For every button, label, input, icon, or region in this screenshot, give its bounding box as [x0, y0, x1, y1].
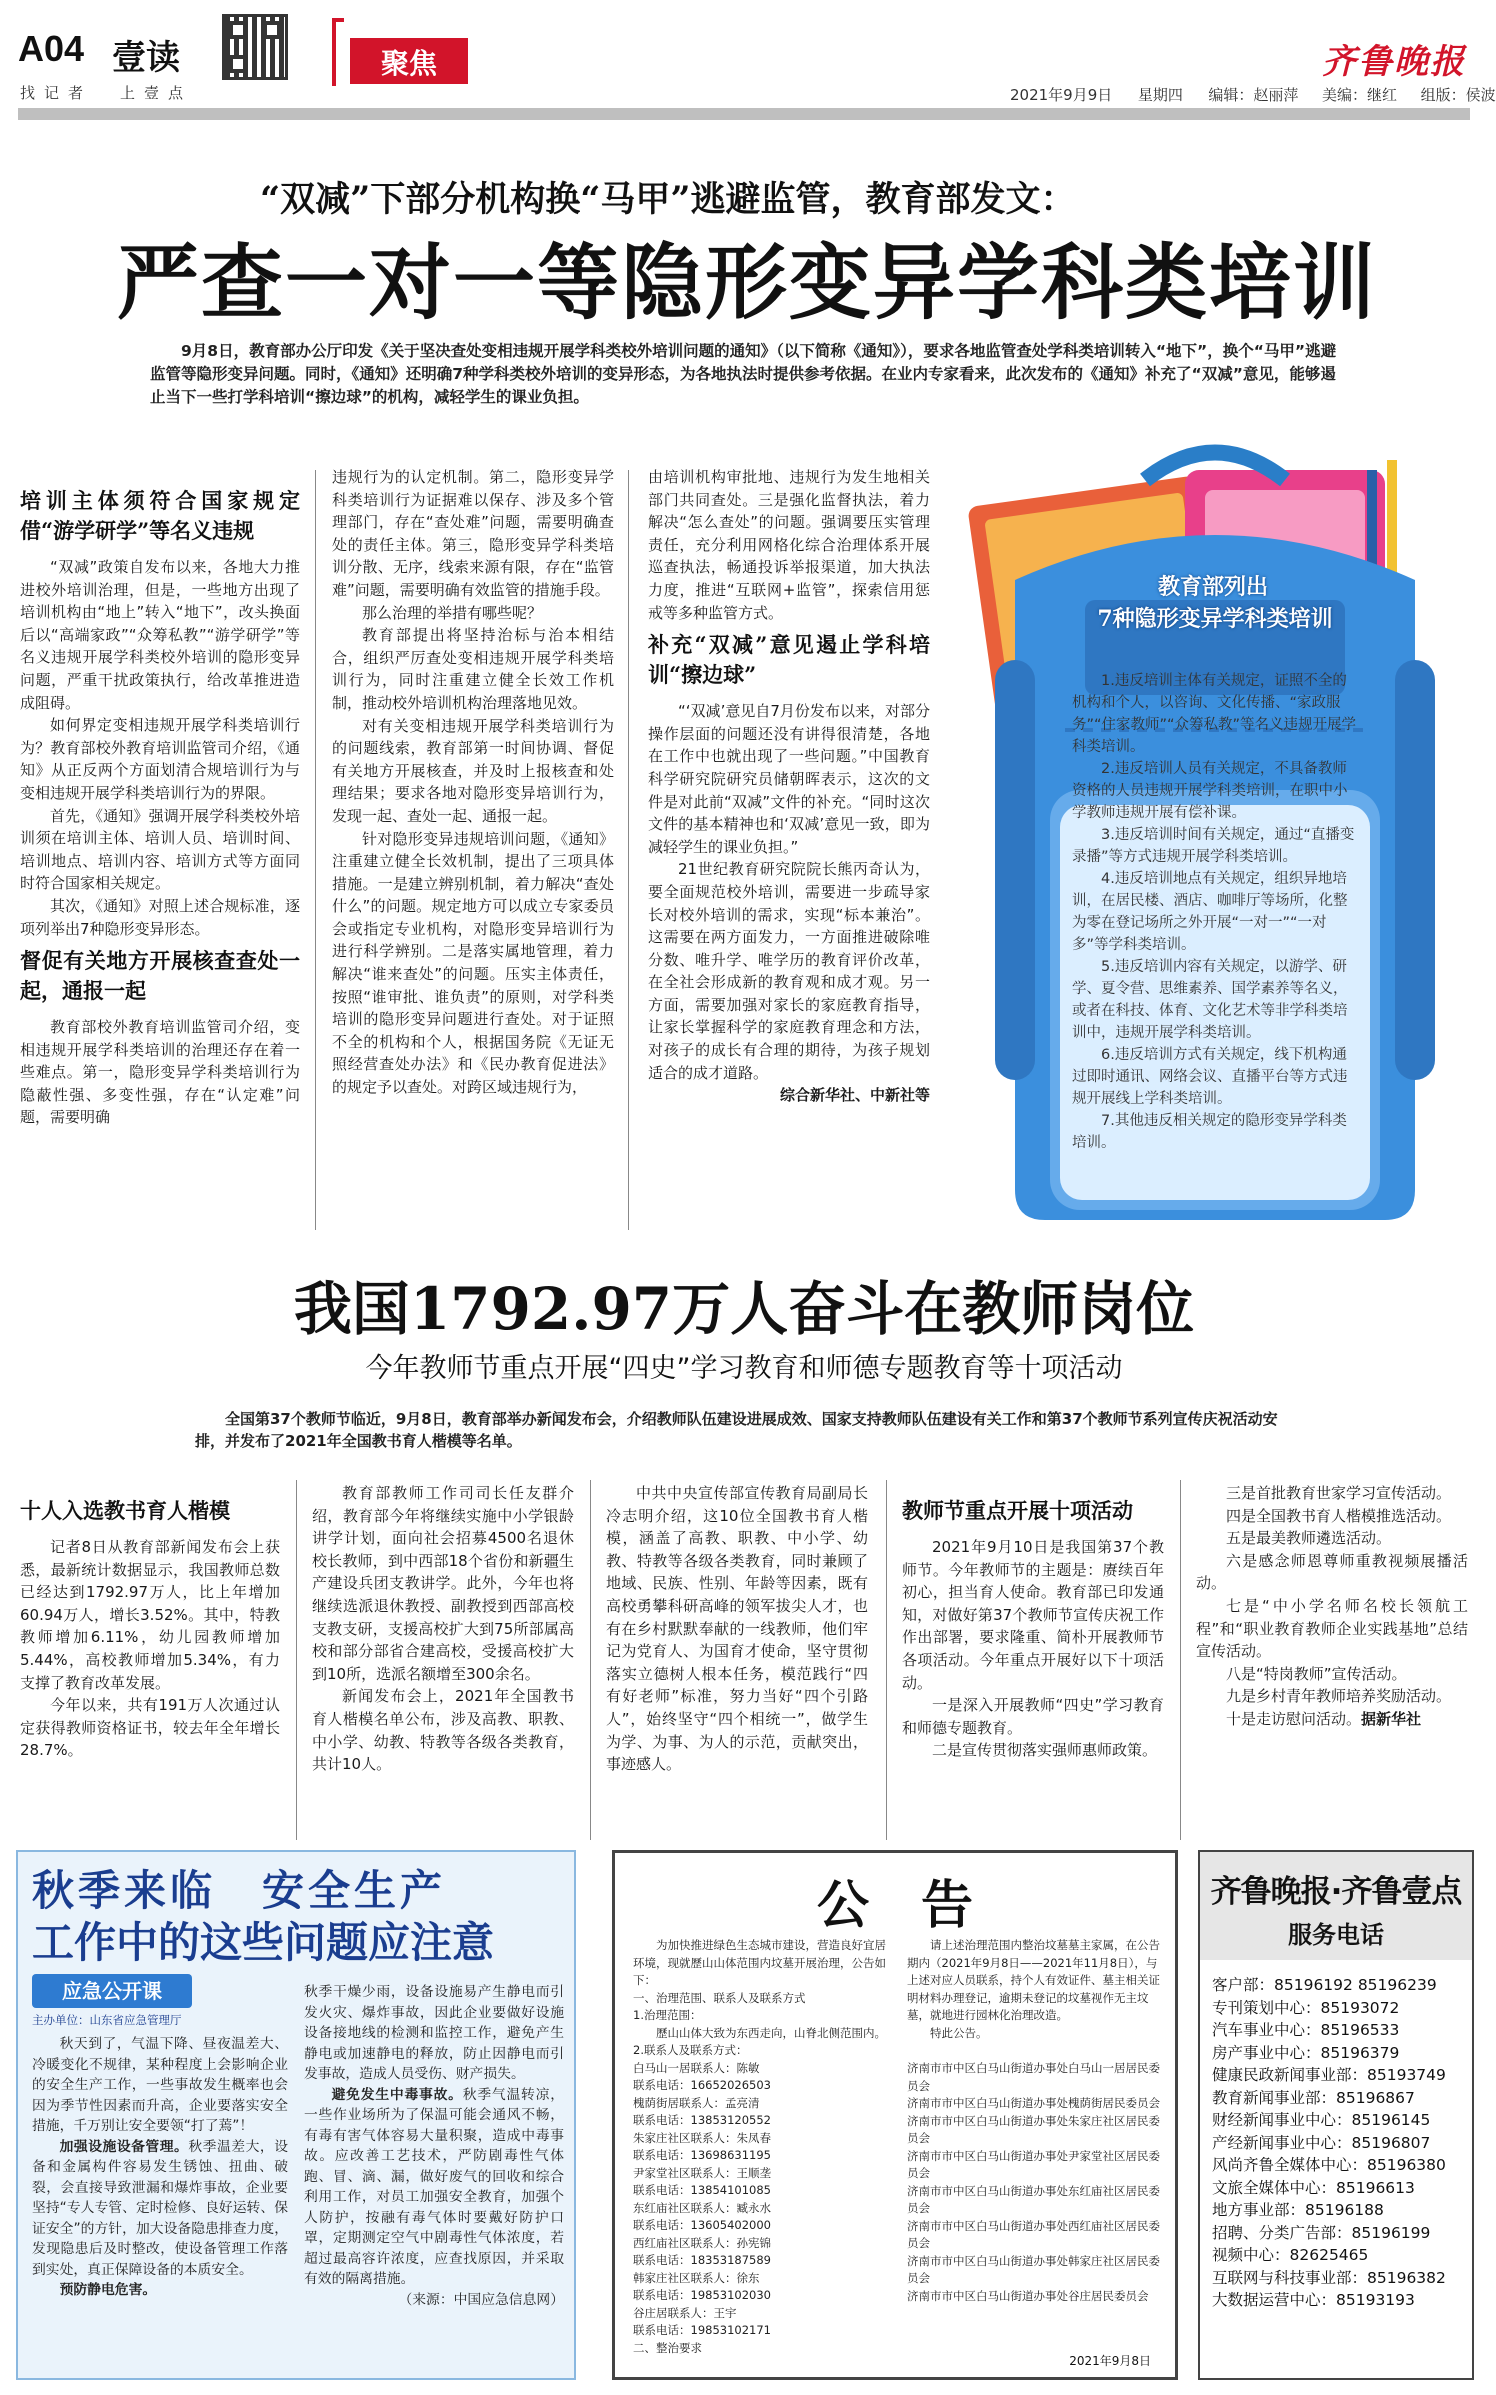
article2-column-2 [312, 1482, 574, 1776]
notice-line: 槐荫街居联系人：孟亮清 [633, 2095, 760, 2110]
proof-credit: 组版：侯波 [1420, 86, 1496, 104]
notice-line: 为加快推进绿色生态城市建设，营造良好宜居环境，现就歷山山体范围内坟墓开展治理，公告如下： [633, 1938, 886, 1987]
notice-line: 请上述治理范围内整治坟墓墓主家属，在公告期内（2021年9月8日——2021年11月8日），与上述对应人员联系，持个人有效证件、墓主相关证明材料办理登记，逾期未登记的坟墓视作无主坟墓，就地进行园林化治理改造。 [907, 1938, 1160, 2022]
notice-right-column [907, 1937, 1163, 2305]
list-item: 1.违反培训主体有关规定，证照不全的机构和个人，以咨询、文化传播、“家政服务”“住家教师”“众筹私教”等名义违规开展学科类培训。 [1072, 673, 1357, 755]
list-item: 3.违反培训时间有关规定，通过“直播变录播”等方式违规开展学科类培训。 [1072, 827, 1355, 865]
notice-line: 济南市市中区白马山街道办事处东红庙社区居民委员会 [907, 2183, 1160, 2215]
paragraph: 秋天到了，气温下降、昼夜温差大、冷暖变化不规律，某种程度上会影响企业的安全生产工作，一些事故发生概率也会因为季节性因素而升高，企业要落实安全措施，千万别让安全要领“打了蔫”！ [32, 2036, 288, 2134]
notice-line: 特此公告。 [930, 2025, 988, 2040]
article1-kicker: “双减”下部分机构换“马甲”逃避监管，教育部发文： [260, 179, 1076, 220]
notice-line: 联系电话：13854101085 [633, 2183, 771, 2197]
header-meta [1010, 84, 1496, 105]
paragraph: 秋季干燥少雨，设备设施易产生静电而引发火灾、爆炸事故，因此企业要做好设施设备接地线的检测和监控工作，避免产生静电或加速静电的释放，防止因静电而引发事故，造成人员受伤、财产损失。 [304, 1984, 564, 2082]
notice-line: 济南市市中区白马山街道办事处尹家堂社区居民委员会 [907, 2148, 1160, 2180]
service-row: 客户部：85196192 85196239 [1212, 1976, 1437, 1994]
notice-line: 济南市市中区白马山街道办事处谷庄居民委员会 [907, 2288, 1149, 2303]
header-sub-left: 找记者 [20, 84, 93, 102]
paragraph: 七是“中小学名师名校长领航工程”和“职业教育教师企业实践基地”总结宣传活动。 [1196, 1596, 1468, 1661]
article2-headline: 我国1792.97万人奋斗在教师岗位 [293, 1275, 1195, 1343]
notice-line: 济南市市中区白马山街道办事处朱家庄社区居民委员会 [907, 2113, 1160, 2145]
notice-date: 2021年9月8日 [1069, 2354, 1151, 2368]
backpack-illustration [955, 430, 1475, 1230]
column-divider [315, 470, 316, 1230]
list-item: 十是走访慰问活动。 [1226, 1709, 1362, 1728]
paragraph: 九是乡村青年教师培养奖励活动。 [1226, 1687, 1452, 1706]
service-row: 健康民政新闻事业部：85193749 [1212, 2066, 1446, 2084]
paragraph: 针对隐形变异违规培训问题，《通知》注重建立健全长效机制，提出了三项具体措施。一是建立辨别机制，着力解决“查处什么”的问题。规定地方可以成立专家委员会或指定专业机构，对隐形变异培训行为进行科学辨别。二是落实属地管理，着力解决“谁来查处”的问题。压实主体责任，按照“谁审批、谁负责”的原则，对学科类培训的隐形变异问题进行查处。对于证照不全的机构和个人，根据国务院《无证无照经营查处办法》和《民办教育促进法》的规定予以查处。对跨区域违规行为， [332, 829, 614, 1097]
service-row: 互联网与科技事业部：85196382 [1212, 2268, 1446, 2287]
paragraph: 三是首批教育世家学习宣传活动。 [1226, 1484, 1452, 1502]
paragraph: 今年以来，共有191万人次通过认定获得教师资格证书，较去年全年增长28.7%。 [20, 1696, 280, 1760]
paragraph: 二是宣传贯彻落实强师惠师政策。 [932, 1741, 1158, 1760]
section-name: 壹读 [112, 38, 180, 78]
notice-line: 2.联系人及联系方式： [633, 2043, 748, 2057]
safety-badge-label: 应急公开课 [62, 1979, 162, 2003]
article2-source: 据新华社 [1361, 1709, 1422, 1728]
paragraph: 四是全国教书育人楷模推选活动。 [1226, 1506, 1452, 1525]
notice-line: 谷庄居联系人：王宇 [633, 2305, 737, 2320]
safety-text: 秋季气温转凉，一些作业场所为了保温可能会通风不畅，有毒有害气体容易大量积聚，造成中毒事故。应改善工艺技术，严防剧毒性气体跑、冒、滴、漏，做好废气的回收和综合利用工作，对员工加强安全教育，加强个人防护，按融有毒气体时要戴好防护口罩，定期测定空气中剧毒性气体浓度，若超过最高容许浓度，应查找原因，并采取有效的隔离措施。 [304, 2086, 565, 2287]
safety-heading: 预防静电危害。 [59, 2282, 157, 2298]
notice-line: 朱家庄社区联系人：朱凤春 [633, 2130, 771, 2145]
service-row: 产经新闻事业中心：85196807 [1212, 2133, 1431, 2152]
notice-line: 尹家堂社区联系人：王顺垄 [633, 2165, 771, 2180]
paragraph [304, 2085, 564, 2290]
article2-lead: 全国第37个教师节临近，9月8日，教育部举办新闻发布会，介绍教师队伍建设进展成效、国家支持教师队伍建设有关工作和第37个教师节系列宣传庆祝活动安排，并发布了2021年全国教书育人楷模等名单。 [195, 1410, 1278, 1450]
focus-tag [332, 18, 487, 86]
column-divider [628, 470, 629, 1230]
safety-col-2 [304, 1982, 564, 2310]
article1-lead: 9月8日，教育部办公厅印发《关于坚决查处变相违规开展学科类校外培训问题的通知》（以下简称《通知》），要求各地监管查处学科类培训转入“地下”，换个“马甲”逃避监管等隐形变异问题。同时，《通知》还明确7种学科类校外培训的变异形态，为各地执法时提供参考依据。在业内专家看来，此次发布的《通知》补充了“双减”意见，能够遏止当下一些打学科培训“擦边球”的机构，减轻学生的课业负担。 [150, 342, 1337, 406]
notice-line: 一、治理范围、联系人及联系方式 [633, 1990, 806, 2005]
notice-line: 济南市市中区白马山街道办事处槐荫街居民委员会 [907, 2096, 1160, 2110]
service-row: 地方事业部：85196188 [1212, 2201, 1384, 2219]
paragraph: “‘双减’意见自7月份发布以来，对部分操作层面的问题还没有讲得很清楚，各地在工作中也就出现了一些问题。”中国教育科学研究院研究员储朝晖表示，这次的文件是对此前“双减”文件的补充。“同时这次文件的基本精神也和‘双减’意见一致，即为减轻学生的课业负担。” [648, 702, 930, 856]
service-row: 汽车事业中心：85196533 [1212, 2021, 1400, 2039]
paragraph: 六是感念师恩尊师重教视频展播活动。 [1196, 1551, 1468, 1593]
article1-column-1 [20, 480, 300, 1129]
list-item: 4.违反培训地点有关规定，组织异地培训，在居民楼、酒店、咖啡厅等场所，化整为零在登记场所之外开展“一对一”“一对多”等学科类培训。 [1072, 871, 1348, 953]
page-number: A04 [18, 28, 85, 69]
notice-line: 联系电话：18353187589 [633, 2253, 771, 2267]
service-row: 文旅全媒体中心：85196613 [1212, 2178, 1415, 2197]
notice-left-column [633, 1937, 891, 2357]
article1-column-3 [648, 466, 930, 1107]
column-divider [1180, 1480, 1181, 1840]
column-divider [886, 1480, 887, 1840]
paragraph: 五是最美教师遴选活动。 [1226, 1529, 1392, 1548]
column-divider [296, 1480, 297, 1840]
list-item: 7.其他违反相关规定的隐形变异学科类培训。 [1072, 1113, 1347, 1151]
safety-heading: 加强设施设备管理。 [59, 2138, 189, 2155]
paragraph: 一是深入开展教师“四史”学习教育和师德专题教育。 [902, 1696, 1164, 1737]
service-header [1200, 1852, 1472, 1960]
safety-source: （来源：中国应急信息网） [398, 2291, 564, 2308]
paragraph: 记者8日从教育部新闻发布会上获悉，最新统计数据显示，我国教师总数已经达到1792.97万人，比上年增加60.94万人，增长3.52%。其中，特教教师增加6.11%，幼儿园教师增加5.44%，高校教师增加5.34%，有力支撑了教育改革发展。 [20, 1538, 280, 1692]
list-item: 5.违反培训内容有关规定，以游学、研学、夏令营、思维素养、国学素养等名义，或者在科技、体育、文化艺术等非学科类培训中，违规开展学科类培训。 [1072, 959, 1348, 1041]
safety-heading: 避免发生中毒事故。 [331, 2086, 463, 2103]
notice-line: 联系电话：13853120552 [633, 2113, 771, 2127]
notice-line: 联系电话：13605402000 [633, 2218, 771, 2232]
service-row: 专刊策划中心：85193072 [1212, 1998, 1400, 2017]
safety-title-1: 秋季来临 安全生产 [32, 1866, 447, 1915]
service-subtitle: 服务电话 [1288, 1921, 1384, 1949]
notice-line: 东红庙社区联系人：臧永水 [633, 2200, 771, 2215]
list-item: 6.违反培训方式有关规定，线下机构通过即时通讯、网络会议、直播平台等方式违规开展线上学科类培训。 [1072, 1047, 1348, 1107]
paragraph: 21世纪教育研究院院长熊丙奇认为，要全面规范校外培训，需要进一步疏导家长对校外培训的需求，实现“标本兼治”。这需要在两方面发力，一方面推进破除唯分数、唯升学、唯学历的教育评价改革，在全社会形成新的教育观和成才观。另一方面，需要加强对家长的家庭教育指导，让家长掌握科学的家庭教育理念和方法，对孩子的成长有合理的期待，为孩子规划适合的成才道路。 [648, 860, 930, 1082]
paragraph [32, 2137, 288, 2281]
article2-subhead-1: 十人入选教书育人楷模 [20, 1498, 230, 1523]
service-title: 齐鲁晚报·齐鲁壹点 [1210, 1874, 1462, 1910]
paragraph: 如何界定变相违规开展学科类培训行为？教育部校外教育培训监管司介绍，《通知》从正反两个方面划清合规培训行为与变相违规开展学科类培训行为的界限。 [20, 716, 300, 802]
safety-ad [16, 1850, 576, 2380]
article2-column-5 [1196, 1482, 1468, 1731]
service-row: 教育新闻事业部：85196867 [1212, 2088, 1415, 2107]
service-row: 招聘、分类广告部：85196199 [1212, 2223, 1431, 2242]
page-header [0, 0, 1496, 125]
notice-line: 联系电话：16652026503 [633, 2078, 771, 2092]
article1-column-2 [332, 466, 614, 1099]
issue-weekday: 星期四 [1137, 86, 1183, 104]
masthead-logo: 齐鲁晚报 [1322, 42, 1466, 82]
paragraph: 违规行为的认定机制。第二，隐形变异学科类培训行为证据难以保存、涉及多个管理部门，存在“查处难”问题，需要明确查处的责任主体。第三，隐形变异学科类培训分散、无序，线索来源有限，存在“监管难”问题，需要明确有效监管的措施手段。 [332, 468, 614, 599]
paragraph: 那么治理的举措有哪些呢？ [362, 603, 543, 622]
backpack-title-2: 7种隐形变异学科类培训 [1097, 606, 1333, 632]
notice-line: 济南市市中区白马山街道办事处西红庙社区居民委员会 [907, 2218, 1160, 2250]
notice-line: 二、整治要求 [633, 2340, 702, 2355]
paragraph [1196, 1708, 1468, 1731]
safety-host: 主办单位：山东省应急管理厅 [32, 2013, 182, 2027]
article1-source: 综合新华社、中新社等 [779, 1086, 930, 1105]
backpack-list [1072, 670, 1360, 1154]
qr-code-icon[interactable] [222, 14, 288, 80]
list-item: 2.违反培训人员有关规定，不具备教师资格的人员违规开展学科类培训，在职中小学教师违规开展有偿补课。 [1072, 761, 1348, 821]
service-row: 房产事业中心：85196379 [1212, 2043, 1400, 2062]
paragraph: “双减”政策自发布以来，各地大力推进校外培训治理，但是，一些地方出现了培训机构由“地上”转入“地下”，改头换面后以“高端家政”“众筹私教”“游学研学”等名义违规开展学科类校外培训的隐形变异问题，严重干扰政策执行，给改革推进造成阻碍。 [20, 558, 300, 712]
header-sub-right: 上壹点 [120, 84, 193, 102]
designer-credit: 美编：继红 [1321, 86, 1397, 104]
paragraph: 由培训机构审批地、违规行为发生地相关部门共同查处。三是强化监督执法，着力解决“怎么查处”的问题。强调要压实管理责任，充分利用网格化综合治理体系开展巡查执法，畅通投诉举报渠道，加大执法力度，推进“互联网+监管”，探索信用惩戒等多种监管方式。 [648, 468, 930, 622]
paragraph: 八是“特岗教师”宣传活动。 [1226, 1664, 1407, 1683]
notice-line: 西红庙社区联系人：孙宪锦 [633, 2235, 771, 2250]
paragraph: 对有关变相违规开展学科类培训行为的问题线索，教育部第一时间协调、督促有关地方开展核查，并及时上报核查和处理结果；要求各地对隐形变异培训行为，发现一起、查处一起、通报一起。 [332, 716, 614, 825]
paragraph: 中共中央宣传部宣传教育局副局长冷志明介绍，这10位全国教书育人楷模，涵盖了高教、职教、中小学、幼教、特教等各级各类教育，同时兼顾了地域、民族、性别、年龄等因素，既有高校勇攀科研高峰的领军拔尖人才，也有在乡村默默奉献的一线教师，他们牢记为党育人、为国育才使命，坚守贯彻落实立德树人根本任务，模范践行“四有好老师”标准，努力当好“四个引路人”，始终坚守“四个相统一”，做学生为学、为事、为人的示范，贡献突出，事迹感人。 [606, 1484, 868, 1774]
paragraph: 首先，《通知》强调开展学科类校外培训须在培训主体、培训人员、培训时间、培训地点、培训内容、培训方式等方面同时符合国家相关规定。 [20, 806, 300, 893]
article1-headline: 严查一对一等隐形变异学科类培训 [116, 235, 1377, 331]
article2-column-1 [20, 1490, 280, 1762]
article2-column-4 [902, 1490, 1164, 1762]
service-row: 视频中心：82625465 [1212, 2246, 1369, 2264]
notice-line [907, 2042, 1163, 2060]
column-divider [590, 1480, 591, 1840]
article1-subhead-2: 督促有关地方开展核查查处一起，通报一起 [20, 948, 300, 1004]
service-row: 财经新闻事业中心：85196145 [1212, 2111, 1431, 2129]
paragraph: 教育部校外教育培训监管司介绍，变相违规开展学科类培训的治理还存在着一些难点。第一，隐形变异学科类培训行为隐蔽性强、多变性强，存在“认定难”问题，需要明确 [20, 1018, 300, 1127]
notice-line: 联系电话：19853102171 [633, 2323, 771, 2337]
issue-date: 2021年9月9日 [1010, 86, 1113, 104]
header-rule [18, 108, 1470, 120]
paragraph: 教育部提出将坚持治标与治本相结合，组织严厉查处变相违规开展学科类培训行为，同时注重建立健全长效工作机制，推动校外培训机构治理落地见效。 [332, 626, 614, 712]
notice-line: 白马山一居联系人：陈敏 [633, 2060, 760, 2075]
article1-subhead-3: 补充“双减”意见遏止学科培训“擦边球” [648, 632, 930, 688]
safety-col-1 [32, 2034, 288, 2301]
notice-title: 公 告 [816, 1875, 973, 1936]
safety-text: 秋季温差大，设备和金属构件容易发生锈蚀、扭曲、破裂，会直接导致泄漏和爆炸事故，企业要坚持“专人专管、定时检修、良好运转、保证安全”的方针，加大设备隐患排查力度，发现隐患后及时整改，使设备管理工作落到实处，真正保障设备的本质安全。 [32, 2138, 288, 2278]
safety-badge [32, 1974, 192, 2008]
paragraph: 教育部教师工作司司长任友群介绍，教育部今年将继续实施中小学银龄讲学计划，面向社会招募4500名退休校长教师，到中西部18个省份和新疆生产建设兵团支教讲学。此外，今年也将继续选派退休教授、副教授到西部高校支教支研，支援高校扩大到75所部属高校和部分部省合建高校，受援高校扩大到10所，选派名额增至300余名。 [312, 1484, 574, 1683]
article1-subhead-1: 培训主体须符合国家规定借“游学研学”等名义违规 [20, 488, 300, 543]
notice-line: 联系电话：19853102030 [633, 2288, 771, 2302]
service-row: 风尚齐鲁全媒体中心：85196380 [1212, 2156, 1446, 2174]
service-row: 大数据运营中心：85193193 [1212, 2291, 1415, 2309]
article2-column-3 [606, 1482, 868, 1776]
article2-subhead: 今年教师节重点开展“四史”学习教育和师德专题教育等十项活动 [365, 1353, 1123, 1384]
paragraph: 新闻发布会上，2021年全国教书育人楷模名单公布，涉及高教、职教、中小学、幼教、特教等各级各类教育，共计10人。 [312, 1687, 574, 1774]
service-box [1198, 1850, 1474, 2380]
article2-subhead-2: 教师节重点开展十项活动 [902, 1498, 1133, 1523]
paragraph: 其次，《通知》对照上述合规标准，逐项列举出7种隐形变异形态。 [20, 896, 300, 938]
notice-line: 济南市市中区白马山街道办事处韩家庄社区居民委员会 [907, 2253, 1160, 2285]
notice-line: 1.治理范围： [633, 2008, 702, 2022]
service-list [1212, 1974, 1470, 2312]
notice-line: 韩家庄社区联系人：徐东 [633, 2270, 760, 2285]
public-notice [612, 1850, 1178, 2380]
paragraph: 2021年9月10日是我国第37个教师节。今年教师节的主题是：赓续百年初心，担当育人使命。教育部已印发通知，对做好第37个教师节宣传庆祝工作作出部署，要求隆重、简朴开展教师节各项活动。今年重点开展好以下十项活动。 [902, 1538, 1164, 1692]
editor-credit: 编辑：赵丽萍 [1208, 86, 1299, 104]
backpack-title-1: 教育部列出 [1157, 574, 1268, 600]
focus-label: 聚焦 [380, 47, 437, 80]
notice-line: 济南市市中区白马山街道办事处白马山一居居民委员会 [907, 2061, 1160, 2093]
safety-title-2: 工作中的这些问题应注意 [32, 1918, 495, 1967]
notice-line: 歷山山体大致为东西走向，山脊北侧范围内。 [656, 2025, 886, 2040]
paragraph [32, 2280, 288, 2301]
notice-line: 联系电话：13698631195 [633, 2148, 771, 2162]
